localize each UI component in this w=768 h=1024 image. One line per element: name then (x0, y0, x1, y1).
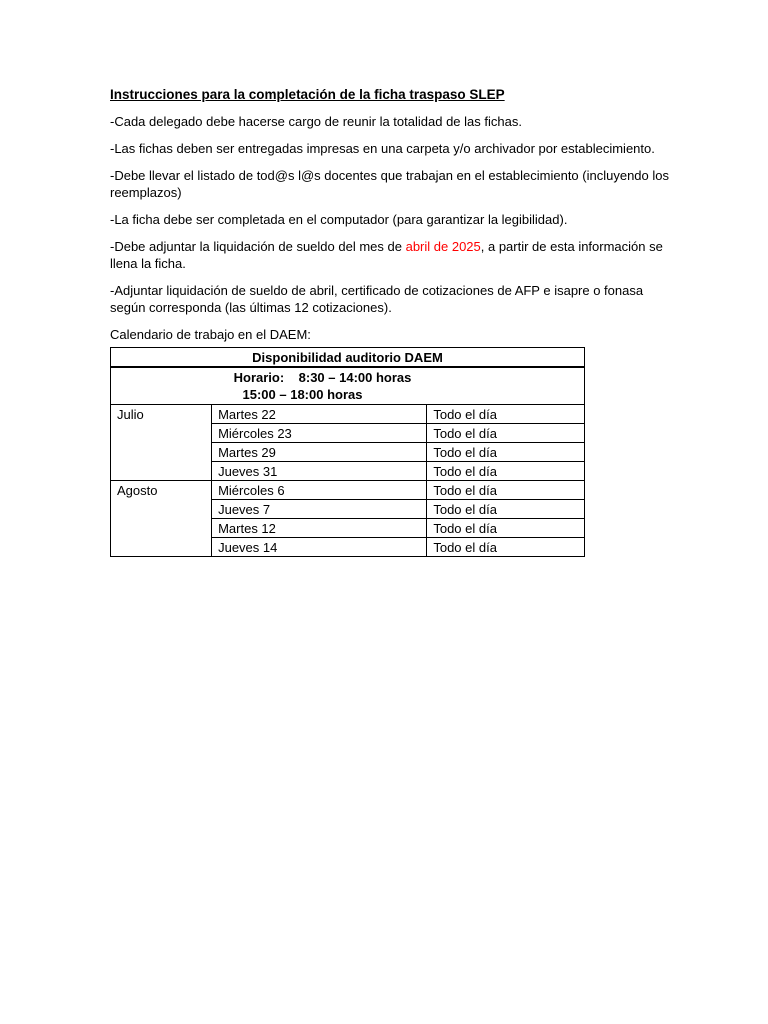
day-cell: Miércoles 23 (212, 424, 427, 443)
day-cell: Jueves 7 (212, 500, 427, 519)
month-cell: Julio (111, 405, 212, 481)
availability-cell: Todo el día (427, 462, 585, 481)
availability-cell: Todo el día (427, 443, 585, 462)
hours-cell (111, 367, 585, 405)
table-row (111, 481, 585, 500)
day-cell: Miércoles 6 (212, 481, 427, 500)
availability-table (110, 347, 585, 557)
calendar-intro: Calendario de trabajo en el DAEM: (110, 327, 311, 342)
day-cell: Jueves 14 (212, 538, 427, 557)
table-header: Disponibilidad auditorio DAEM (111, 348, 585, 368)
salary-text-after: , a partir de esta información se llena la ficha. (110, 239, 663, 271)
hours-line-1: Horario: 8:30 – 14:00 horas (233, 370, 412, 385)
salary-text-before: -Debe adjuntar la liquidación de sueldo del mes de (110, 239, 406, 254)
availability-cell: Todo el día (427, 538, 585, 557)
day-cell: Martes 29 (212, 443, 427, 462)
document-page (110, 86, 670, 557)
table-row (111, 405, 585, 424)
availability-cell: Todo el día (427, 424, 585, 443)
document-title: Instrucciones para la completación de la ficha traspaso SLEP (110, 87, 505, 102)
instruction-paragraph: -Cada delegado debe hacerse cargo de reunir la totalidad de las fichas. (110, 114, 522, 129)
availability-cell: Todo el día (427, 519, 585, 538)
hours-line-2: 15:00 – 18:00 horas (242, 387, 363, 402)
salary-month-highlight: abril de 2025 (405, 239, 481, 254)
day-cell: Martes 12 (212, 519, 427, 538)
instruction-paragraph: -Las fichas deben ser entregadas impresas en una carpeta y/o archivador por establecimiento. (110, 141, 655, 156)
availability-cell: Todo el día (427, 481, 585, 500)
day-cell: Martes 22 (212, 405, 427, 424)
month-cell: Agosto (111, 481, 212, 557)
instruction-paragraph: -La ficha debe ser completada en el computador (para garantizar la legibilidad). (110, 212, 568, 227)
salary-instruction-paragraph (110, 238, 670, 272)
instruction-paragraph: -Debe llevar el listado de tod@s l@s docentes que trabajan en el establecimiento (incluyendo los reemplazos) (110, 168, 669, 200)
day-cell: Jueves 31 (212, 462, 427, 481)
availability-cell: Todo el día (427, 405, 585, 424)
attach-instruction-paragraph: -Adjuntar liquidación de sueldo de abril, certificado de cotizaciones de AFP e isapre o fonasa según corresponda (las últimas 12 cotizaciones). (110, 283, 644, 315)
availability-cell: Todo el día (427, 500, 585, 519)
